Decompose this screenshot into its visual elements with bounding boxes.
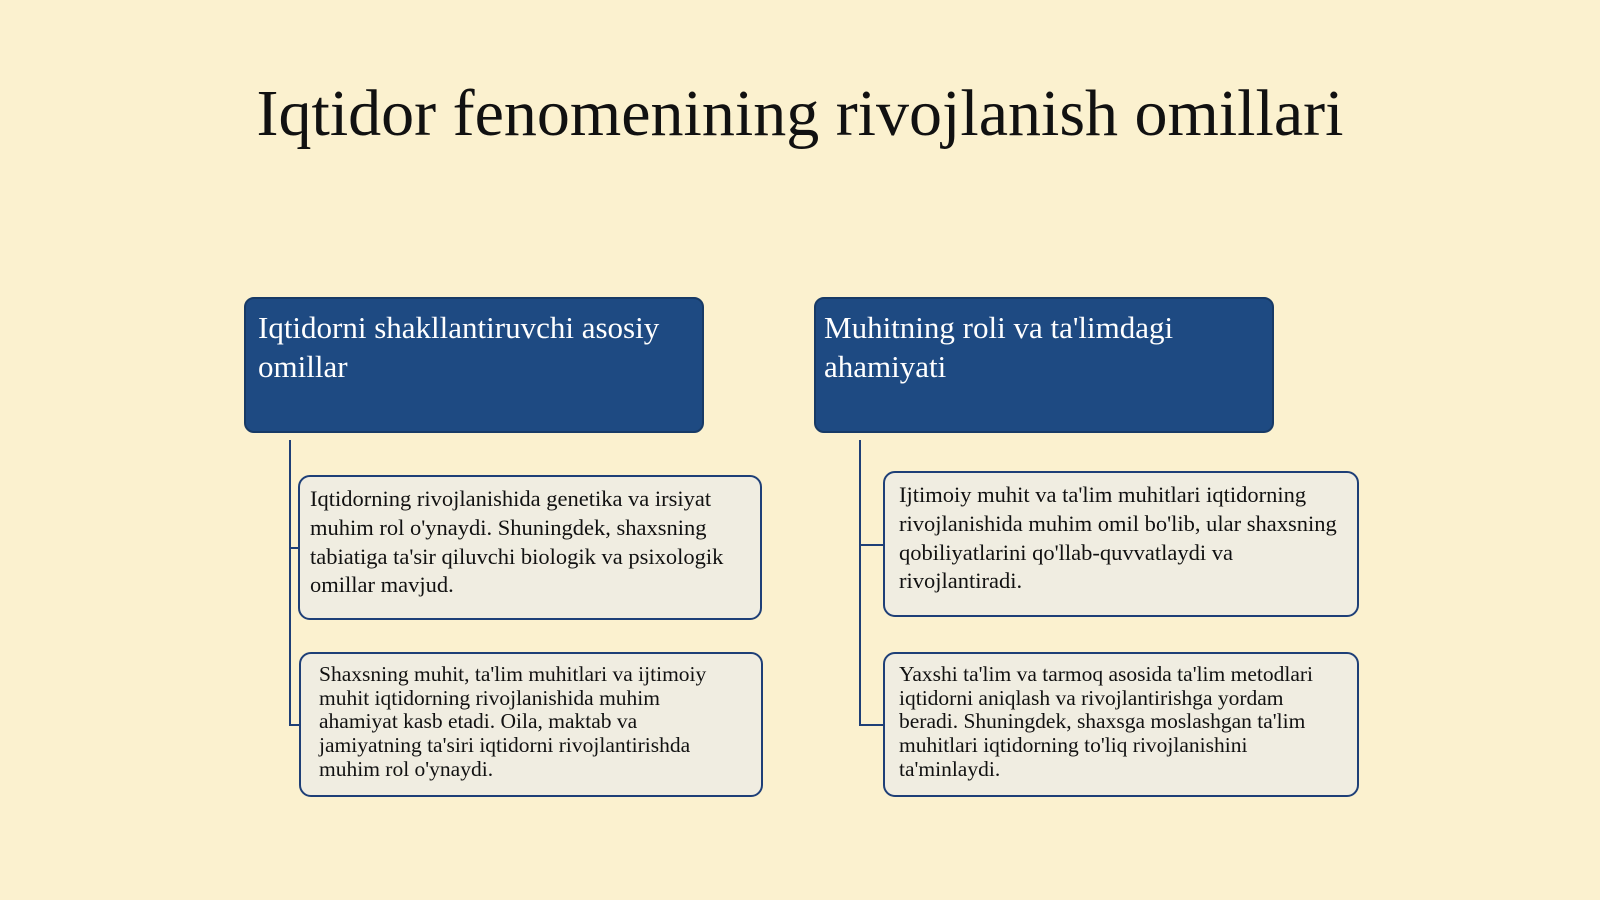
item-left-1: Iqtidorning rivojlanishida genetika va irsiyat muhim rol o'ynaydi. Shuningdek, shaxsning tabiatiga ta'sir qiluvchi biologik va psixologik omillar mavjud. bbox=[298, 475, 762, 620]
connector-right-branch-2 bbox=[859, 724, 885, 726]
header-left: Iqtidorni shakllantiruvchi asosiy omillar bbox=[244, 297, 704, 433]
connector-right-vertical bbox=[859, 440, 861, 726]
item-right-2: Yaxshi ta'lim va tarmoq asosida ta'lim metodlari iqtidorni aniqlash va rivojlantirishga yordam beradi. Shuningdek, shaxsga moslashgan ta'lim muhitlari iqtidorning to'liq rivojlanishini ta'minlaydi. bbox=[883, 652, 1359, 797]
connector-right-branch-1 bbox=[859, 544, 885, 546]
item-left-2: Shaxsning muhit, ta'lim muhitlari va ijtimoiy muhit iqtidorning rivojlanishida muhim ahamiyat kasb etadi. Oila, maktab va jamiyatning ta'siri iqtidorni rivojlantirishda muhim rol o'ynaydi. bbox=[299, 652, 763, 797]
connector-left-vertical bbox=[289, 440, 291, 726]
item-right-1: Ijtimoiy muhit va ta'lim muhitlari iqtidorning rivojlanishida muhim omil bo'lib, ular shaxsning qobiliyatlarini qo'llab-quvvatlaydi va rivojlantiradi. bbox=[883, 471, 1359, 617]
header-right: Muhitning roli va ta'limdagi ahamiyati bbox=[814, 297, 1274, 433]
slide-title: Iqtidor fenomenining rivojlanish omillari bbox=[256, 77, 1344, 150]
